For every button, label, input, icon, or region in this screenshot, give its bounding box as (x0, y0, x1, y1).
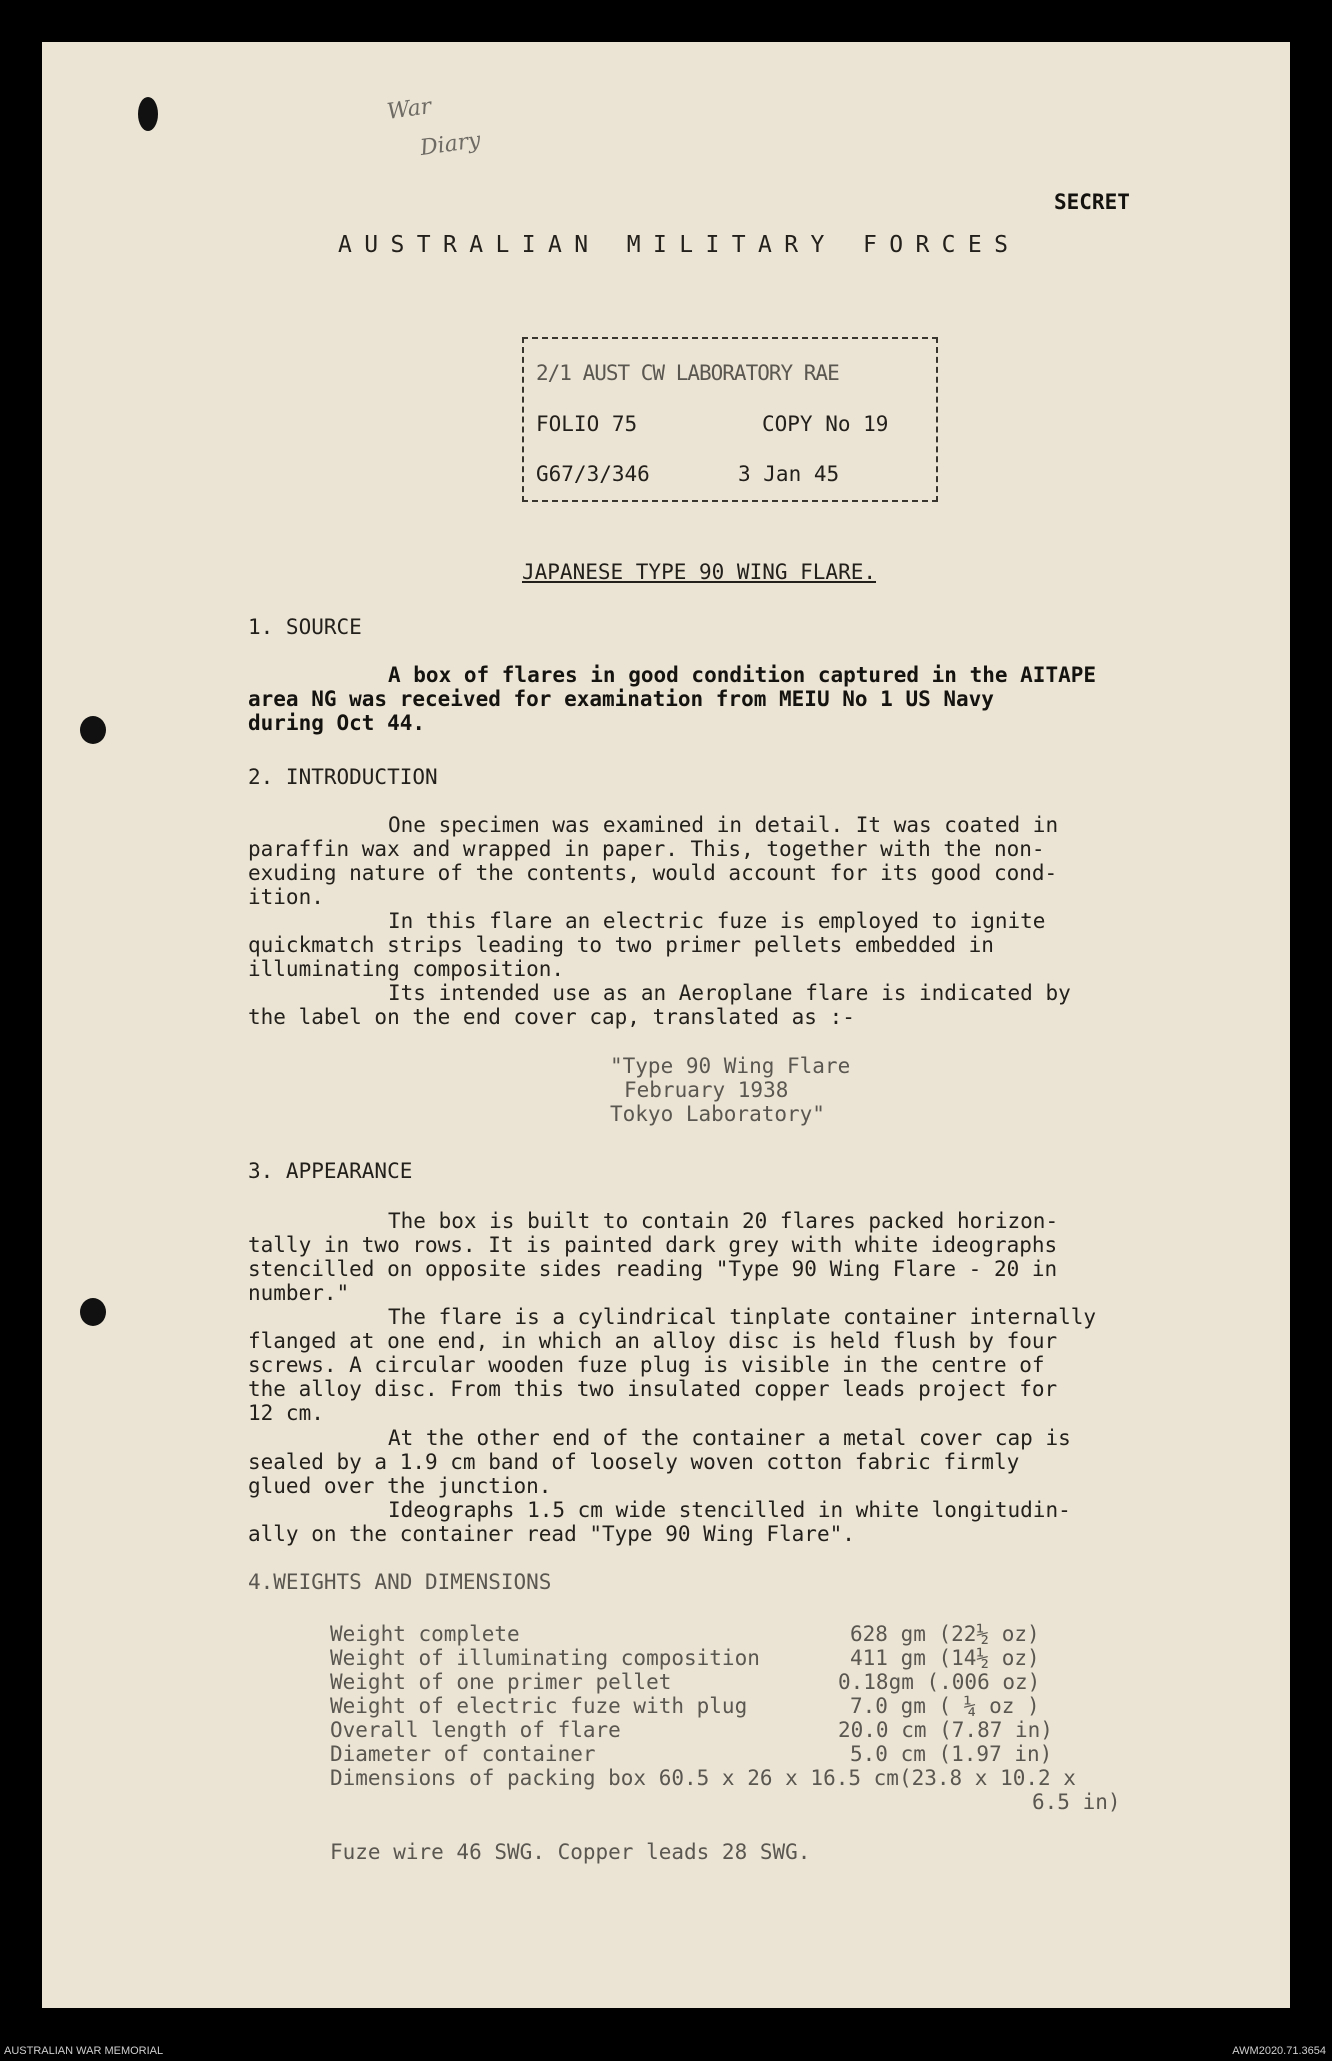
intro-line-9: the label on the end cover cap, translated as :- (248, 1005, 855, 1029)
document-page (42, 42, 1290, 2008)
weight-row-5-label: Overall length of flare (330, 1718, 621, 1742)
packing-box-dimensions-line-1: Dimensions of packing box 60.5 x 26 x 16.5 cm(23.8 x 10.2 x (330, 1766, 1076, 1790)
stamp-reference: G67/3/346 (536, 462, 650, 486)
appearance-line-2: tally in two rows. It is painted dark grey with white ideographs (248, 1233, 1058, 1257)
section-source-heading: 1. SOURCE (248, 615, 362, 639)
handwritten-annotation-1: War (385, 94, 433, 125)
stamp-copy: COPY No 19 (762, 412, 889, 436)
appearance-line-5: The flare is a cylindrical tinplate container internally (388, 1305, 1097, 1329)
intro-line-2: paraffin wax and wrapped in paper. This, together with the non- (248, 837, 1045, 861)
punch-hole-top (138, 97, 158, 131)
intro-line-4: ition. (248, 885, 324, 909)
intro-line-3: exuding nature of the contents, would account for its good cond- (248, 861, 1058, 885)
weight-row-1-value: 628 gm (22½ oz) (850, 1622, 1040, 1646)
weight-row-6-label: Diameter of container (330, 1742, 596, 1766)
appearance-line-9: 12 cm. (248, 1401, 324, 1425)
appearance-line-14: ally on the container read "Type 90 Wing Flare". (248, 1522, 855, 1546)
wire-gauge-note: Fuze wire 46 SWG. Copper leads 28 SWG. (330, 1840, 811, 1864)
stamp-folio: FOLIO 75 (536, 412, 638, 436)
handwritten-annotation-2: Diary (418, 127, 483, 162)
registry-stamp (522, 337, 938, 502)
source-line-2: area NG was received for examination from MEIU No 1 US Navy (248, 687, 994, 711)
footer-credit: AUSTRALIAN WAR MEMORIAL (4, 2045, 164, 2057)
document-header: AUSTRALIAN MILITARY FORCES (338, 232, 1021, 258)
packing-box-dimensions-line-2: 6.5 in) (1032, 1790, 1121, 1814)
weight-row-5-value: 20.0 cm (7.87 in) (838, 1718, 1053, 1742)
appearance-line-1: The box is built to contain 20 flares packed horizon- (388, 1209, 1059, 1233)
document-title: JAPANESE TYPE 90 WING FLARE. (522, 560, 877, 584)
intro-line-1: One specimen was examined in detail. It was coated in (388, 813, 1059, 837)
intro-line-7: illuminating composition. (248, 957, 565, 981)
weight-row-3-label: Weight of one primer pellet (330, 1670, 672, 1694)
section-weights-heading: 4.WEIGHTS AND DIMENSIONS (248, 1570, 552, 1594)
appearance-line-12: glued over the junction. (248, 1474, 552, 1498)
appearance-line-8: the alloy disc. From this two insulated copper leads project for (248, 1377, 1058, 1401)
weight-row-4-value: 7.0 gm ( ¼ oz ) (850, 1694, 1040, 1718)
source-line-3: during Oct 44. (248, 711, 426, 735)
intro-line-8: Its intended use as an Aeroplane flare is indicated by (388, 981, 1071, 1005)
section-appearance-heading: 3. APPEARANCE (248, 1159, 413, 1183)
label-quote-line-3: Tokyo Laboratory" (610, 1102, 825, 1126)
appearance-line-3: stencilled on opposite sides reading "Type 90 Wing Flare - 20 in (248, 1257, 1058, 1281)
intro-line-5: In this flare an electric fuze is employed to ignite (388, 909, 1046, 933)
stamp-date: 3 Jan 45 (738, 462, 840, 486)
appearance-line-10: At the other end of the container a metal cover cap is (388, 1426, 1071, 1450)
appearance-line-4: number." (248, 1281, 350, 1305)
punch-hole-middle (80, 716, 106, 744)
label-quote-line-1: "Type 90 Wing Flare (610, 1054, 851, 1078)
appearance-line-7: screws. A circular wooden fuze plug is visible in the centre of (248, 1353, 1045, 1377)
weight-row-1-label: Weight complete (330, 1622, 520, 1646)
weight-row-2-value: 411 gm (14½ oz) (850, 1646, 1040, 1670)
weight-row-4-label: Weight of electric fuze with plug (330, 1694, 748, 1718)
weight-row-6-value: 5.0 cm (1.97 in) (850, 1742, 1053, 1766)
intro-line-6: quickmatch strips leading to two primer pellets embedded in (248, 933, 994, 957)
stamp-unit: 2/1 AUST CW LABORATORY RAE (536, 361, 839, 385)
section-introduction-heading: 2. INTRODUCTION (248, 765, 438, 789)
weight-row-3-value: 0.18gm (.006 oz) (838, 1670, 1041, 1694)
appearance-line-6: flanged at one end, in which an alloy disc is held flush by four (248, 1329, 1058, 1353)
punch-hole-bottom (80, 1298, 106, 1326)
weight-row-2-label: Weight of illuminating composition (330, 1646, 760, 1670)
classification-label: SECRET (1054, 190, 1130, 214)
appearance-line-13: Ideographs 1.5 cm wide stencilled in white longitudin- (388, 1498, 1071, 1522)
appearance-line-11: sealed by a 1.9 cm band of loosely woven cotton fabric firmly (248, 1450, 1020, 1474)
label-quote-line-2: February 1938 (624, 1078, 789, 1102)
source-line-1: A box of flares in good condition captured in the AITAPE (388, 663, 1097, 687)
footer-reference: AWM2020.71.3654 (1232, 2045, 1326, 2057)
